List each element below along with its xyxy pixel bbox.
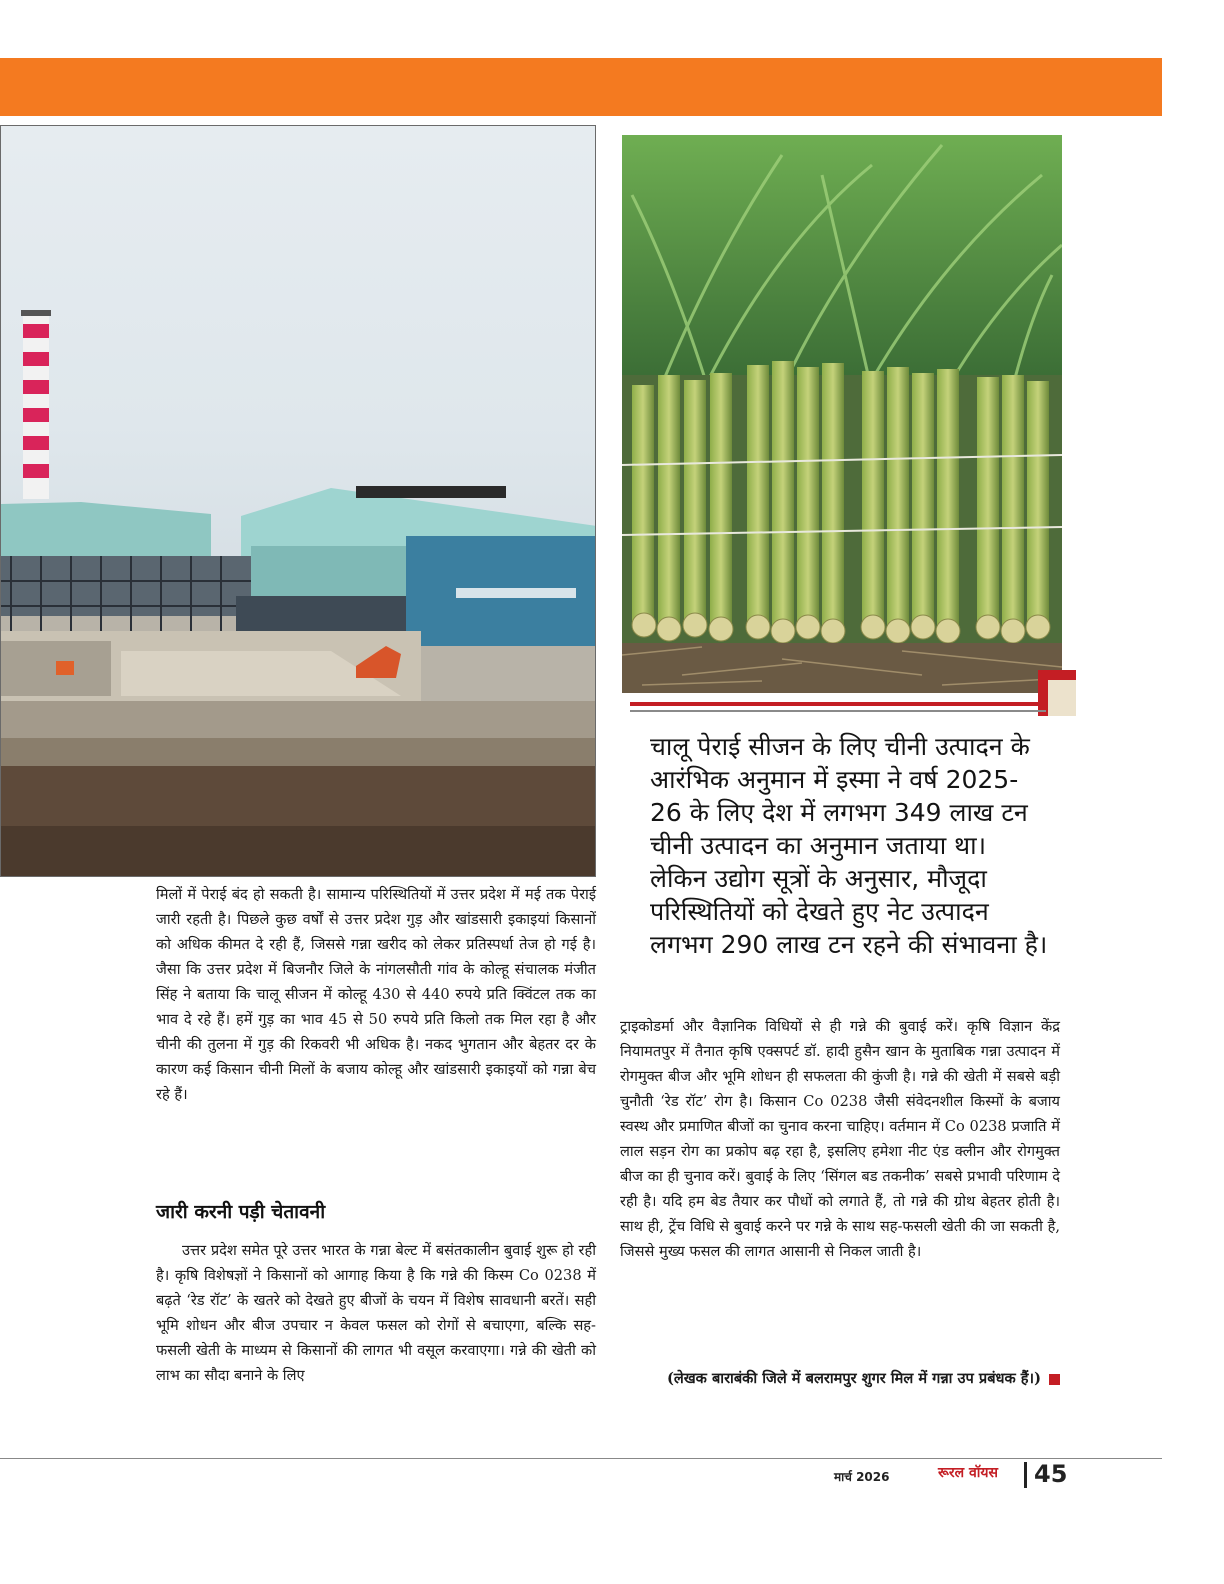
- footer-divider: [1024, 1462, 1027, 1488]
- pull-quote-rule-red: [630, 702, 1046, 706]
- end-of-article-mark: [1049, 1374, 1060, 1385]
- section-subheading: जारी करनी पड़ी चेतावनी: [156, 1201, 326, 1223]
- page-number: 45: [1034, 1460, 1068, 1488]
- header-color-band: [0, 58, 1162, 116]
- right-column-paragraph: ट्राइकोडर्मा और वैज्ञानिक विधियों से ही गन्ने की बुवाई करें। कृषि विज्ञान केंद्र नियामतपुर में तैनात कृषि एक्सपर्ट डॉ. हादी हुसैन खान के मुताबिक गन्ना उत्पादन में रोगमुक्त बीज और भूमि शोधन ही सफलता की कुंजी है। गन्ने की खेती में सबसे बड़ी चुनौती ‘रेड रॉट’ रोग है। किसान Co 0238 जैसी संवेदनशील किस्मों के बजाय स्वस्थ और प्रमाणित बीजों का चुनाव करना चाहिए। वर्तमान में Co 0238 प्रजाति में लाल सड़न रोग का प्रकोप बढ़ रहा है, इसलिए हमेशा नीट एंड क्लीन और रोगमुक्त बीज का ही चुनाव करें। बुवाई के लिए ‘सिंगल बड तकनीक’ सबसे प्रभावी परिणाम दे रही है। यदि हम बेड तैयार कर पौधों को लगाते हैं, तो गन्ने की ग्रोथ बेहतर होती है। साथ ही, ट्रेंच विधि से बुवाई करने पर गन्ने के साथ सह-फसली खेती की जा सकती है, जिससे मुख्य फसल की लागत आसानी से निकल जाती है।: [620, 1018, 1060, 1260]
- footer-rule: [0, 1458, 1162, 1459]
- author-note-text: (लेखक बाराबंकी जिले में बलरामपुर शुगर मिल में गन्ना उप प्रबंधक हैं।): [666, 1370, 1041, 1387]
- pull-quote: चालू पेराई सीजन के लिए चीनी उत्पादन के आरंभिक अनुमान में इस्मा ने वर्ष 2025-26 के लिए देश में लगभग 349 लाख टन चीनी उत्पादन का अनुमान जताया था। लेकिन उद्योग सूत्रों के अनुसार, मौजूदा परिस्थितियों को देखते हुए नेट उत्पादन लगभग 290 लाख टन रहने की संभावना है।: [650, 732, 1048, 959]
- author-note: [640, 1366, 1060, 1391]
- sugarcane-bundles-photo: [622, 135, 1062, 693]
- footer-issue-month: मार्च 2026: [834, 1470, 890, 1484]
- pull-quote-rule-grey: [630, 710, 1046, 712]
- sugar-mill-photo: [0, 125, 596, 877]
- left-column-paragraph-2: उत्तर प्रदेश समेत पूरे उत्तर भारत के गन्ना बेल्ट में बसंतकालीन बुवाई शुरू हो रही है। कृषि विशेषज्ञों ने किसानों को आगाह किया है कि गन्ने की किस्म Co 0238 में बढ़ते ‘रेड रॉट’ के खतरे को देखते हुए बीजों के चयन में विशेष सावधानी बरतें। सही भूमि शोधन और बीज उपचार न केवल फसल को रोगों से बचाएगा, बल्कि सह-फसली खेती के माध्यम से किसानों की लागत भी वसूल करवाएगा। गन्ने की खेती को लाभ का सौदा बनाने के लिए: [156, 1242, 596, 1384]
- footer-brand-logo: रूरल वॉयस: [938, 1465, 998, 1481]
- photo-corner-accent-inner: [1048, 680, 1076, 716]
- left-column-paragraph-1: मिलों में पेराई बंद हो सकती है। सामान्य परिस्थितियों में उत्तर प्रदेश में मई तक पेराई जारी रहती है। पिछले कुछ वर्षों से उत्तर प्रदेश गुड़ और खांडसारी इकाइयां किसानों को अधिक कीमत दे रही हैं, जिससे गन्ना खरीद को लेकर प्रतिस्पर्धा तेज हो गई है। जैसा कि उत्तर प्रदेश में बिजनौर जिले के नांगलसौती गांव के कोल्हू संचालक मंजीत सिंह ने बताया कि चालू सीजन में कोल्हू 430 से 440 रुपये प्रति क्विंटल तक का भाव दे रहे हैं। हमें गुड़ का भाव 45 से 50 रुपये प्रति किलो तक मिल रहा है और चीनी की तुलना में गुड़ की रिकवरी भी अधिक है। नकद भुगतान और बेहतर दर के कारण कई किसान चीनी मिलों के बजाय कोल्हू और खांडसारी इकाइयों को गन्ना बेच रहे हैं।: [156, 886, 596, 1103]
